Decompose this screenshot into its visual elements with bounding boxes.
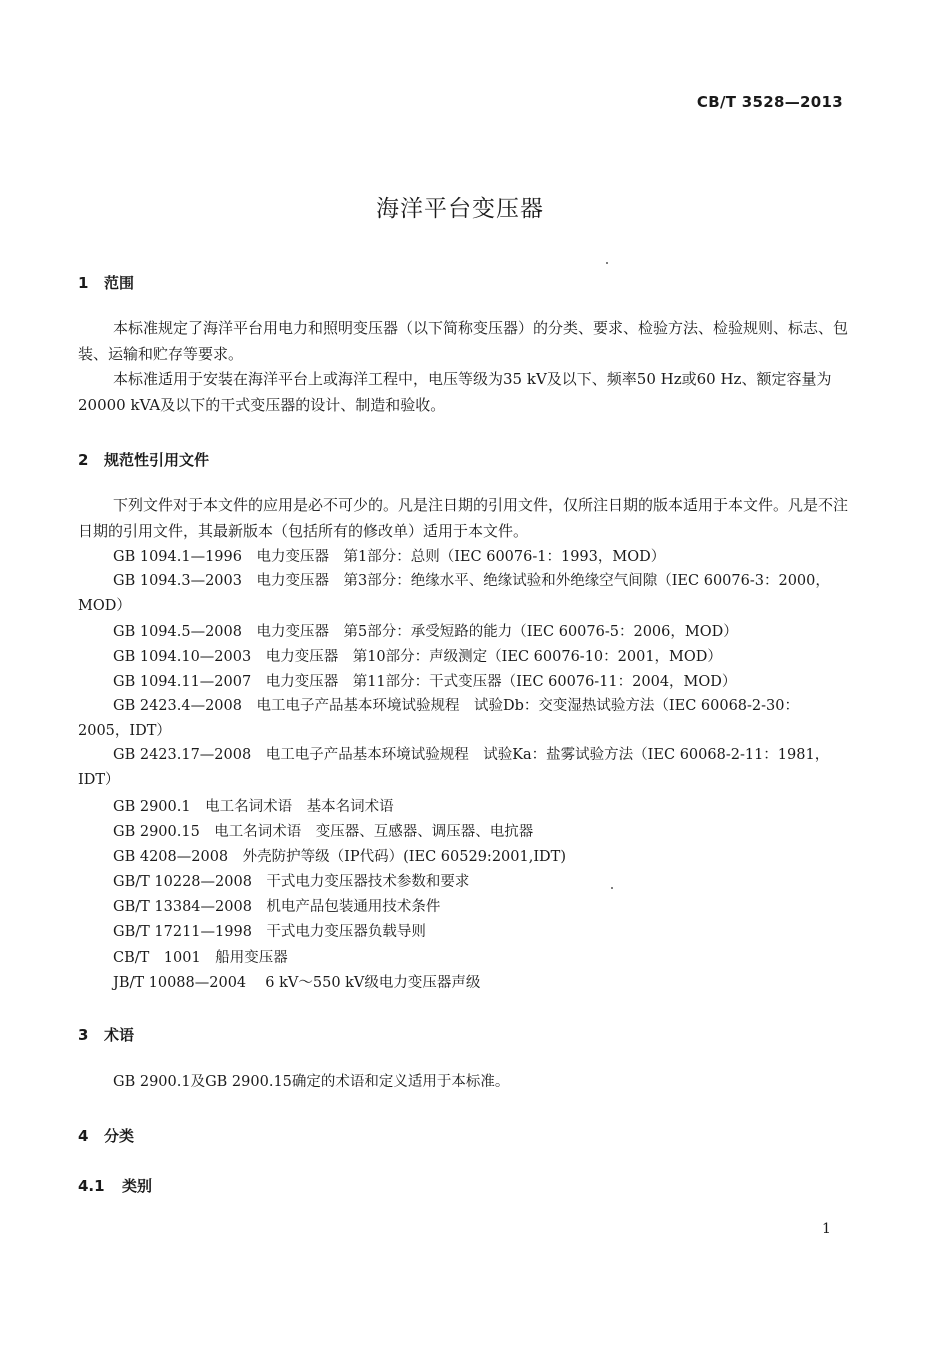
reference-item: GB 1094.1—1996 电力变压器 第1部分：总则（IEC 60076-1：1993，MOD）	[113, 549, 666, 565]
section-1-paragraph-1: 本标准规定了海洋平台用电力和照明变压器（以下简称变压器）的分类、要求、检验方法、检验规则、标志、包装、运输和贮存等要求。	[78, 319, 849, 363]
reference-item: GB 1094.11—2007 电力变压器 第11部分：干式变压器（IEC 60076-11：2004，MOD）	[113, 674, 737, 690]
section-1-heading	[78, 272, 134, 293]
scan-speck	[611, 887, 613, 889]
section-2-heading	[78, 449, 209, 470]
reference-item: GB 2900.1 电工名词术语 基本名词术语	[113, 799, 394, 815]
reference-item: GB/T 17211—1998 干式电力变压器负载导则	[113, 924, 426, 940]
section-1-paragraph-2: 本标准适用于安装在海洋平台上或海洋工程中，电压等级为35 kV及以下、频率50 Hz或60 Hz、额定容量为 20000 kVA及以下的干式变压器的设计、制造和验收。	[78, 370, 832, 414]
section-number: 1	[78, 274, 89, 292]
reference-item: GB 1094.10—2003 电力变压器 第10部分：声级测定（IEC 60076-10：2001，MOD）	[113, 649, 722, 665]
reference-item: JB/T 10088—2004 6 kV～550 kV级电力变压器声级	[113, 975, 481, 991]
section-title: 规范性引用文件	[104, 451, 210, 469]
standard-code: CB/T 3528—2013	[696, 93, 843, 111]
reference-item: GB 2423.17—2008 电工电子产品基本环境试验规程 试验Ka：盐雾试验方法（IEC 60068-2-11：1981，IDT）	[78, 747, 830, 788]
section-number: 2	[78, 451, 89, 469]
document-title: 海洋平台变压器	[376, 196, 544, 222]
section-title: 范围	[104, 274, 135, 292]
section-number: 4.1	[78, 1177, 105, 1195]
section-3-heading	[78, 1024, 134, 1045]
section-2-intro: 下列文件对于本文件的应用是必不可少的。凡是注日期的引用文件，仅所注日期的版本适用于本文件。凡是不注日期的引用文件，其最新版本（包括所有的修改单）适用于本文件。	[78, 496, 849, 540]
section-number: 4	[78, 1127, 89, 1145]
reference-item: GB 2423.4—2008 电工电子产品基本环境试验规程 试验Db：交变湿热试验方法（IEC 60068-2-30：2005，IDT）	[78, 698, 800, 739]
page-number: 1	[822, 1221, 831, 1237]
section-title: 术语	[104, 1026, 135, 1044]
section-4-1-heading	[78, 1175, 152, 1196]
section-3-paragraph: GB 2900.1及GB 2900.15确定的术语和定义适用于本标准。	[113, 1074, 510, 1090]
reference-item: GB 2900.15 电工名词术语 变压器、互感器、调压器、电抗器	[113, 824, 534, 840]
reference-item: GB/T 13384—2008 机电产品包装通用技术条件	[113, 899, 441, 915]
reference-item: GB 4208—2008 外壳防护等级（IP代码）(IEC 60529:2001,IDT)	[113, 849, 567, 865]
section-number: 3	[78, 1026, 89, 1044]
section-title: 分类	[104, 1127, 135, 1145]
scan-speck	[606, 262, 608, 264]
section-title: 类别	[122, 1177, 153, 1195]
reference-item: GB/T 10228—2008 干式电力变压器技术参数和要求	[113, 874, 470, 890]
reference-item: GB 1094.5—2008 电力变压器 第5部分：承受短路的能力（IEC 60076-5：2006，MOD）	[113, 624, 738, 640]
reference-item: GB 1094.3—2003 电力变压器 第3部分：绝缘水平、绝缘试验和外绝缘空气间隙（IEC 60076-3：2000，MOD）	[78, 573, 830, 614]
reference-item: CB/T 1001 船用变压器	[113, 950, 288, 966]
section-4-heading	[78, 1125, 134, 1146]
